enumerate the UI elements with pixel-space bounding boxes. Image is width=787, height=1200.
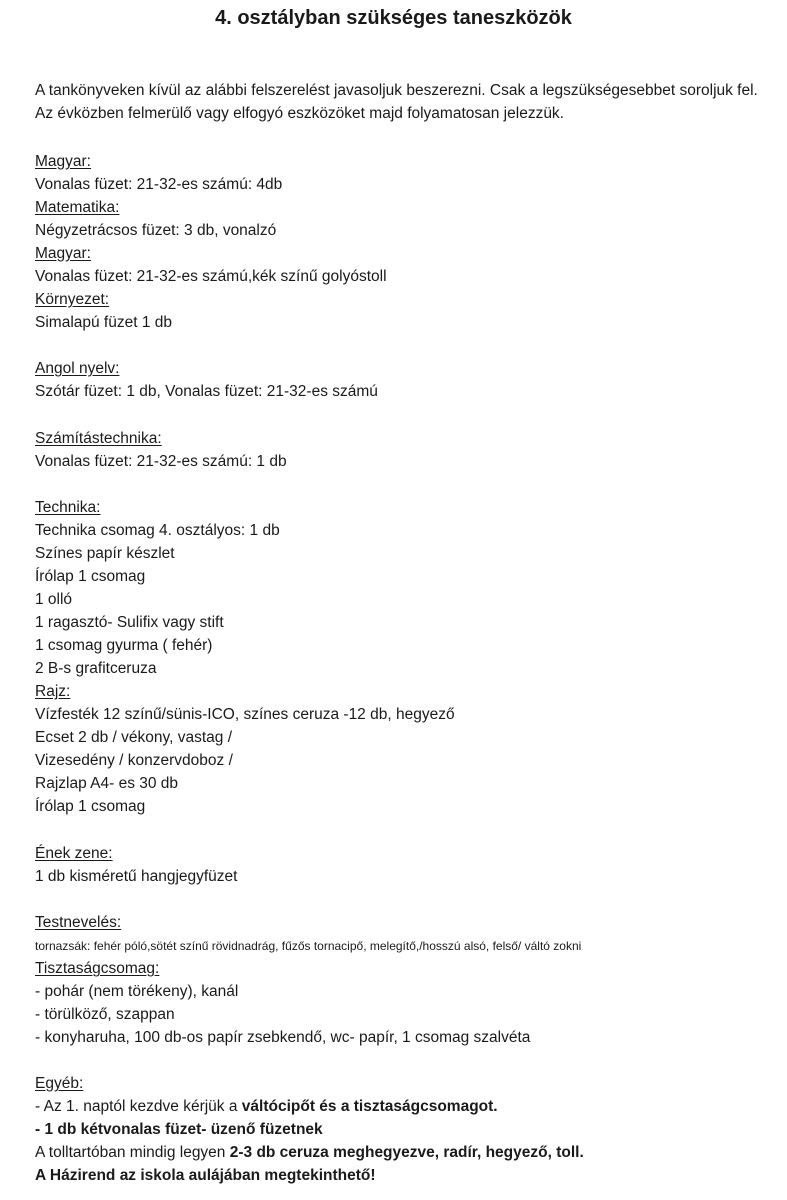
list-item: Négyzetrácsos füzet: 3 db, vonalzó	[35, 222, 277, 239]
list-item: - törülköző, szappan	[35, 1006, 175, 1023]
list-item: 1 olló	[35, 591, 73, 608]
list-item: 1 csomag gyurma ( fehér)	[35, 637, 213, 654]
item-text-bold: A Házirend az iskola aulájában megtekinthető!	[35, 1167, 376, 1184]
item-text: A tolltartóban mindig legyen	[35, 1144, 230, 1161]
list-item: tornazsák: fehér póló,sötét színű rövidnadrág, fűzős tornacipő, melegítő,/hosszú alsó, felső/ váltó zokni	[35, 939, 582, 953]
list-item: Rajzlap A4- es 30 db	[35, 775, 179, 792]
list-item: - konyharuha, 100 db-os papír zsebkendő, wc- papír, 1 csomag szalvéta	[35, 1029, 531, 1046]
list-item: Szótár füzet: 1 db, Vonalas füzet: 21-32-es számú	[35, 383, 378, 400]
section-heading-magyar-2: Magyar:	[35, 245, 91, 262]
list-item: Simalapú füzet 1 db	[35, 314, 173, 331]
list-item: Vízfesték 12 színű/sünis-ICO, színes ceruza -12 db, hegyező	[35, 706, 455, 723]
list-item: 2 B-s grafitceruza	[35, 660, 157, 677]
item-text-bold: váltócipőt és a tisztaságcsomagot.	[241, 1098, 498, 1115]
list-item: Vonalas füzet: 21-32-es számú: 1 db	[35, 453, 287, 470]
list-item: 1 db kisméretű hangjegyfüzet	[35, 868, 238, 885]
intro-paragraph: A tankönyveken kívül az alábbi felszerelést javasoljuk beszerezni. Csak a legszükségesebbet soroljuk fel. Az évközben felmerülő vagy elfogyó eszközöket majd folyamatosan jelezzük.	[35, 82, 758, 122]
list-item: Vizesedény / konzervdoboz /	[35, 752, 233, 769]
section-heading-egyeb: Egyéb:	[35, 1075, 84, 1092]
section-heading-rajz: Rajz:	[35, 683, 71, 700]
section-heading-enek-zene: Ének zene:	[35, 845, 113, 862]
list-item: 1 ragasztó- Sulifix vagy stift	[35, 614, 224, 631]
section-heading-kornyezet: Környezet:	[35, 291, 110, 308]
item-text-bold: 2-3 db ceruza meghegyezve, radír, hegyező, toll.	[229, 1144, 584, 1161]
list-item: Vonalas füzet: 21-32-es számú,kék színű golyóstoll	[35, 268, 387, 285]
item-text-bold: - 1 db kétvonalas füzet- üzenő füzetnek	[35, 1121, 323, 1138]
item-text: - Az 1. naptól kezdve kérjük a	[35, 1098, 242, 1115]
section-heading-tisztasagcsomag: Tisztaságcsomag:	[35, 960, 160, 977]
list-item	[35, 1165, 376, 1187]
section-heading-szamitastechnika: Számítástechnika:	[35, 430, 162, 447]
list-item: Írólap 1 csomag	[35, 568, 146, 585]
section-heading-matematika: Matematika:	[35, 199, 120, 216]
list-item: Színes papír készlet	[35, 545, 175, 562]
list-item: Vonalas füzet: 21-32-es számú: 4db	[35, 176, 283, 193]
list-item: Technika csomag 4. osztályos: 1 db	[35, 522, 280, 539]
section-heading-technika: Technika:	[35, 499, 101, 516]
section-heading-testneveles: Testnevelés:	[35, 914, 122, 931]
page-title: 4. osztályban szükséges taneszközök	[215, 7, 572, 29]
list-item	[35, 1119, 323, 1141]
list-item: Ecset 2 db / vékony, vastag /	[35, 729, 233, 746]
section-heading-magyar: Magyar:	[35, 153, 91, 170]
section-heading-angol: Angol nyelv:	[35, 360, 120, 377]
list-item: Írólap 1 csomag	[35, 798, 146, 815]
list-item: - pohár (nem törékeny), kanál	[35, 983, 239, 1000]
list-item	[35, 1096, 498, 1118]
list-item	[35, 1142, 584, 1164]
